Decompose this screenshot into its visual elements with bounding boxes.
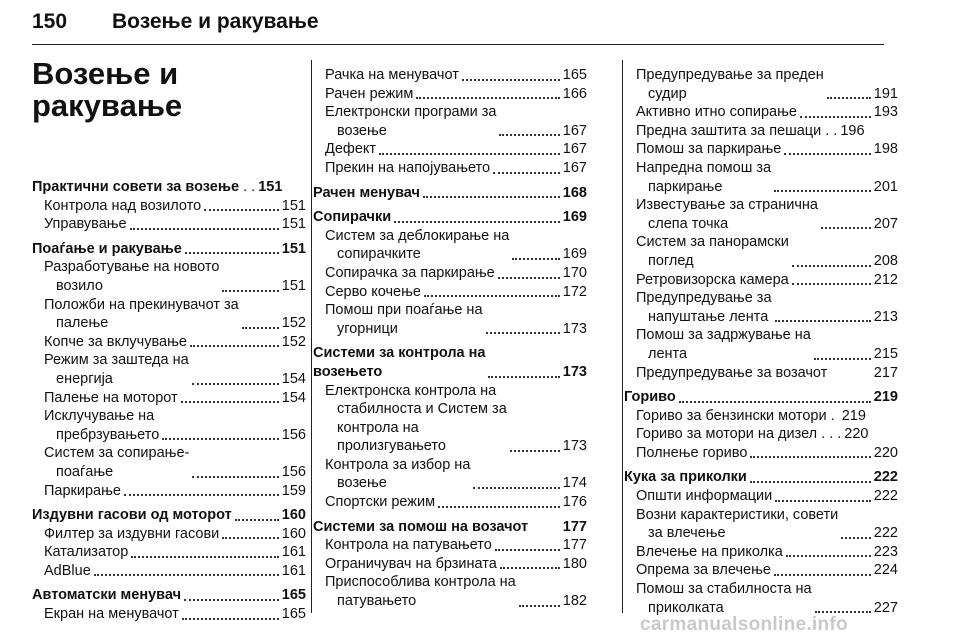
leader-dots	[493, 172, 560, 174]
leader-dots: . .	[821, 122, 838, 139]
toc-entry[interactable]	[313, 573, 587, 610]
toc-entry-title: Гориво за бензински мотори	[636, 407, 827, 424]
toc-entry-title: Гориво за мотори на дизел	[636, 426, 818, 443]
toc-entry[interactable]	[32, 543, 306, 562]
toc-page-number: 219	[841, 407, 866, 424]
toc-section-entry[interactable]	[313, 208, 587, 227]
toc-page-number: 151	[281, 197, 306, 214]
leader-dots	[94, 574, 279, 576]
toc-entry-title: Влечење на приколка	[636, 543, 783, 560]
leader-dots	[815, 611, 871, 613]
leader-dots	[190, 345, 279, 347]
toc-entry-title: Системи за контрола на	[313, 345, 486, 362]
toc-page-number: 172	[562, 283, 587, 300]
toc-entry[interactable]	[32, 197, 306, 216]
toc-entry[interactable]	[624, 103, 898, 122]
leader-dots	[438, 506, 560, 508]
toc-entry-title: Паркирање	[44, 482, 121, 499]
toc-entry[interactable]	[313, 264, 587, 283]
leader-dots	[841, 537, 871, 539]
toc-page-number: 168	[562, 184, 587, 201]
toc-page-number: 177	[562, 518, 587, 535]
toc-page-number: 165	[281, 606, 306, 623]
toc-entry-title: Возни карактеристики, совети	[636, 506, 839, 523]
toc-entry-title: Предупредување за	[636, 290, 772, 307]
toc-entry-title: Рачка на менувачот	[325, 67, 459, 83]
leader-dots	[750, 481, 871, 483]
toc-entry-title: Напредна помош за	[636, 159, 772, 176]
toc-page-number: 223	[873, 543, 898, 560]
toc-entry[interactable]	[624, 506, 898, 543]
toc-entry-title-cont: возило	[56, 277, 103, 294]
toc-page-number: 159	[281, 482, 306, 499]
toc-entry[interactable]	[313, 140, 587, 159]
toc-entry-title: Ретровизорска камера	[636, 271, 789, 288]
toc-entry-title: AdBlue	[44, 562, 91, 579]
toc-page-number: 220	[873, 444, 898, 461]
leader-dots	[488, 376, 559, 378]
toc-entry[interactable]	[32, 296, 306, 333]
leader-dots	[192, 383, 279, 385]
toc-entry-title: Исклучување на	[44, 408, 155, 425]
toc-page-number: 227	[873, 599, 898, 616]
toc-entry-title-cont: паркирање	[648, 178, 723, 195]
leader-dots	[774, 190, 871, 192]
toc-entry-title: Практични совети за возење	[32, 179, 240, 195]
toc-entry-title: Помош за паркирање	[636, 141, 782, 158]
toc-entry-title-cont: судир	[648, 85, 687, 102]
toc-page-number: 222	[873, 488, 898, 505]
toc-entry-title-cont: поаѓање	[56, 463, 114, 480]
toc-entry-title: Контрола над возилото	[44, 197, 202, 214]
page-number: 150	[32, 10, 68, 33]
toc-entry[interactable]	[32, 258, 306, 295]
toc-section-entry[interactable]	[32, 240, 306, 259]
toc-column-2	[313, 66, 587, 611]
toc-section-entry[interactable]	[313, 518, 587, 537]
toc-entry-title: Електронски програми за	[325, 104, 497, 121]
toc-entry-title: Поаѓање и ракување	[32, 240, 182, 257]
leader-dots	[775, 320, 871, 322]
toc-page-number: 180	[562, 555, 587, 572]
toc-entry-title: Разработување на новото	[44, 259, 220, 276]
toc-page-number: 167	[562, 122, 587, 139]
column-divider	[622, 60, 623, 613]
toc-entry-title: Кука за приколки	[624, 469, 747, 486]
toc-entry[interactable]	[32, 605, 306, 624]
leader-dots: . .	[239, 179, 256, 195]
leader-dots	[750, 456, 870, 458]
toc-entry-title: Контрола за избор на	[325, 456, 471, 473]
leader-dots	[184, 599, 279, 601]
toc-entry-title: Систем за сопирање-	[44, 445, 190, 462]
leader-dots	[786, 555, 871, 557]
toc-entry-title: Серво кочење	[325, 283, 421, 300]
toc-entry[interactable]	[624, 580, 898, 617]
leader-dots	[181, 401, 279, 403]
toc-entry-title: Дефект	[325, 141, 377, 158]
toc-page-number: 174	[562, 475, 587, 492]
toc-entry[interactable]	[624, 407, 898, 426]
toc-entry-title: Сопирачка за паркирање	[325, 264, 495, 281]
toc-entry[interactable]	[313, 555, 587, 574]
leader-dots	[162, 438, 279, 440]
toc-entry[interactable]	[32, 407, 306, 444]
toc-page-number: 154	[281, 370, 306, 387]
toc-page-number: 217	[873, 364, 898, 381]
toc-page-number: 160	[281, 525, 306, 542]
toc-entry[interactable]	[32, 525, 306, 544]
toc-entry-title: Електронска контрола на	[325, 382, 497, 399]
toc-page-number: 151	[258, 179, 283, 195]
toc-entry[interactable]	[624, 561, 898, 580]
toc-page-number: 160	[281, 507, 306, 524]
leader-dots	[222, 537, 279, 539]
toc-entry-title-cont: пребрзувањето	[56, 426, 160, 443]
toc-entry[interactable]	[313, 283, 587, 302]
toc-entry-title: Режим за заштеда на	[44, 352, 189, 369]
leader-dots	[416, 97, 559, 99]
leader-dots	[473, 487, 559, 489]
toc-entry[interactable]	[624, 444, 898, 463]
toc-entry[interactable]	[624, 543, 898, 562]
toc-page-number: 169	[562, 209, 587, 226]
toc-entry-title-cont: енергија	[56, 370, 113, 387]
toc-entry-title-cont: слепа точка	[648, 215, 729, 232]
toc-page-number: 220	[844, 426, 869, 443]
toc-entry-title-cont: патувањето	[337, 593, 417, 610]
toc-entry-title: Гориво	[624, 389, 676, 406]
toc-section-entry[interactable]	[32, 178, 306, 197]
leader-dots	[499, 134, 559, 136]
toc-entry-title: Спортски режим	[325, 494, 436, 511]
toc-entry-title-cont: возењето	[313, 363, 383, 380]
toc-page-number: 196	[840, 122, 865, 139]
toc-page-number: 156	[281, 463, 306, 480]
toc-entry-title-cont: напуштање лента	[648, 308, 769, 325]
toc-entry-title: Предна заштита за пешаци	[636, 122, 822, 139]
toc-entry-title-cont: лента	[648, 345, 688, 362]
toc-page-number: 166	[562, 85, 587, 102]
leader-dots	[500, 567, 560, 569]
toc-page-number: 201	[873, 178, 898, 195]
toc-entry-title: Екран на менувачот	[44, 606, 179, 623]
toc-entry-title: Помош за стабилноста на	[636, 581, 812, 598]
toc-entry[interactable]	[32, 351, 306, 388]
toc-page-number: 154	[281, 389, 306, 406]
toc-entry-title: Опрема за влечење	[636, 562, 771, 579]
toc-page-number: 176	[562, 494, 587, 511]
toc-page-number: 165	[281, 587, 306, 604]
leader-dots	[792, 265, 871, 267]
leader-dots	[182, 618, 279, 620]
leader-dots	[423, 196, 560, 198]
toc-entry-title: Помош за задржување на	[636, 327, 811, 344]
leader-dots	[486, 332, 560, 334]
toc-entry[interactable]	[624, 487, 898, 506]
toc-page-number: 219	[873, 389, 898, 406]
toc-entry-title: Катализатор	[44, 544, 129, 561]
leader-dots	[131, 556, 279, 558]
toc-page-number: 173	[562, 438, 587, 455]
toc-entry-title: Издувни гасови од моторот	[32, 507, 232, 524]
toc-entry-title-cont: сопирачките	[337, 246, 421, 263]
leader-dots	[242, 327, 279, 329]
toc-page-number: 170	[562, 264, 587, 281]
toc-entry-title: Контрола на патувањето	[325, 537, 492, 554]
toc-page-number: 151	[281, 216, 306, 233]
toc-entry[interactable]	[624, 425, 898, 444]
toc-page-number: 213	[873, 308, 898, 325]
toc-entry-title: Филтер за издувни гасови	[44, 525, 220, 542]
toc-page-number: 173	[562, 363, 587, 380]
toc-entry-title-cont: палење	[56, 315, 109, 332]
toc-section-entry[interactable]	[624, 388, 898, 407]
toc-entry[interactable]	[32, 562, 306, 581]
toc-column-3	[624, 66, 898, 617]
toc-entry[interactable]	[624, 196, 898, 233]
column-divider	[311, 60, 312, 613]
toc-page-number: 177	[562, 537, 587, 554]
leader-dots	[204, 209, 279, 211]
toc-entry[interactable]	[624, 271, 898, 290]
toc-entry[interactable]	[313, 85, 587, 104]
toc-page-number: 167	[562, 141, 587, 158]
toc-page-number: 215	[873, 345, 898, 362]
toc-entry-title: Систем за панорамски	[636, 234, 789, 251]
toc-entry-title-cont: поглед	[648, 252, 694, 269]
toc-page-number: 224	[873, 562, 898, 579]
toc-page-number: 152	[281, 315, 306, 332]
toc-page-number: 151	[281, 277, 306, 294]
toc-entry-title: Управување	[44, 216, 127, 233]
toc-entry-title: Предупредување за возачот	[636, 364, 828, 381]
leader-dots	[821, 227, 871, 229]
toc-entry-title-cont: возење	[337, 122, 387, 139]
toc-page-number: 151	[281, 240, 306, 257]
toc-entry[interactable]	[624, 364, 898, 383]
leader-dots: . . .	[817, 426, 842, 443]
toc-entry-title: Приспособлива контрола на	[325, 574, 516, 591]
toc-page-number: 182	[562, 593, 587, 610]
leader-dots	[814, 358, 871, 360]
toc-entry-title: Предупредување за преден	[636, 67, 824, 83]
toc-section-entry[interactable]	[313, 184, 587, 203]
leader-dots	[424, 295, 560, 297]
leader-dots	[185, 252, 279, 254]
toc-entry[interactable]	[32, 444, 306, 481]
toc-entry[interactable]	[624, 66, 898, 103]
running-head: Возење и ракување	[112, 10, 319, 33]
leader-dots	[394, 221, 560, 223]
toc-entry[interactable]	[313, 493, 587, 512]
toc-entry-title-cont: приколката	[648, 599, 724, 616]
leader-dots	[130, 228, 279, 230]
watermark: carmanualsonline.info	[640, 614, 848, 635]
toc-entry[interactable]	[313, 382, 587, 456]
toc-entry[interactable]	[313, 159, 587, 178]
toc-entry-title-cont: возење	[337, 475, 387, 492]
toc-section-entry[interactable]	[624, 468, 898, 487]
leader-dots	[775, 500, 871, 502]
leader-dots	[679, 401, 871, 403]
leader-dots	[774, 574, 871, 576]
toc-page-number: 222	[873, 525, 898, 542]
toc-entry-title: Автоматски менувач	[32, 587, 182, 604]
leader-dots	[510, 450, 560, 452]
toc-entry-title: Прекин на напојувањето	[325, 159, 491, 176]
toc-section-entry[interactable]	[313, 344, 587, 381]
leader-dots	[792, 283, 871, 285]
toc-page-number: 161	[281, 544, 306, 561]
leader-dots	[222, 290, 278, 292]
toc-entry[interactable]	[624, 140, 898, 159]
toc-page-number: 193	[873, 104, 898, 121]
toc-entry-title: Сопирачки	[313, 209, 392, 226]
leader-dots	[784, 153, 870, 155]
toc-entry[interactable]	[32, 215, 306, 234]
toc-entry-title: Рачен менувач	[313, 184, 420, 201]
leader-dots	[192, 476, 278, 478]
toc-entry[interactable]	[624, 289, 898, 326]
toc-entry-title: Систем за деблокирање на	[325, 227, 510, 244]
toc-entry[interactable]	[32, 389, 306, 408]
toc-page-number: 191	[873, 85, 898, 102]
page-header	[32, 8, 884, 45]
leader-dots	[800, 116, 871, 118]
toc-page-number: 222	[873, 469, 898, 486]
toc-page-number: 161	[281, 562, 306, 579]
toc-entry[interactable]	[624, 159, 898, 196]
toc-page-number: 207	[873, 215, 898, 232]
toc-section-entry[interactable]	[32, 506, 306, 525]
toc-entry-title: Известување за странична	[636, 197, 818, 214]
toc-entry[interactable]	[32, 482, 306, 501]
leader-dots	[462, 79, 560, 81]
toc-column-1	[32, 172, 306, 624]
leader-dots	[379, 153, 560, 155]
toc-entry-title: Положби на прекинувачот за	[44, 296, 239, 313]
leader-dots	[495, 549, 560, 551]
toc-entry[interactable]	[313, 227, 587, 264]
toc-entry-title: Помош при поаѓање на	[325, 302, 483, 319]
toc-entry-title: Копче за вклучување	[44, 333, 187, 350]
toc-entry-title-cont: угорници	[337, 320, 398, 337]
toc-entry-title: Системи за помош на возачот	[313, 518, 529, 535]
toc-entry[interactable]	[624, 326, 898, 363]
toc-entry-title: Полнење гориво	[636, 444, 748, 461]
toc-entry[interactable]	[32, 333, 306, 352]
toc-page-number: 169	[562, 246, 587, 263]
toc-page-number: 173	[562, 320, 587, 337]
leader-dots	[235, 519, 279, 521]
toc-page-number: 152	[281, 333, 306, 350]
leader-dots	[827, 97, 871, 99]
toc-page-number: 165	[562, 67, 587, 83]
leader-dots	[519, 605, 560, 607]
toc-entry[interactable]	[313, 536, 587, 555]
leader-dots: .	[826, 407, 839, 424]
toc-entry[interactable]	[624, 122, 898, 141]
toc-entry[interactable]	[313, 456, 587, 493]
toc-entry-title: Ограничувач на брзината	[325, 555, 497, 572]
toc-section-entry[interactable]	[32, 586, 306, 605]
leader-dots	[498, 277, 560, 279]
toc-entry-title: Активно итно сопирање	[636, 104, 797, 121]
toc-entry-title-cont: за влечење	[648, 525, 726, 542]
toc-entry[interactable]	[313, 66, 587, 85]
toc-entry[interactable]	[313, 301, 587, 338]
toc-page-number: 156	[281, 426, 306, 443]
leader-dots	[124, 494, 279, 496]
toc-page-number: 198	[873, 141, 898, 158]
toc-page-number: 167	[562, 159, 587, 176]
toc-page-number: 208	[873, 252, 898, 269]
toc-entry-title: Рачен режим	[325, 85, 414, 102]
toc-entry-title-cont: стабилноста и Систем за контрола на пролизгувањето	[337, 401, 507, 455]
toc-entry[interactable]	[624, 233, 898, 270]
toc-entry-title: Палење на моторот	[44, 389, 178, 406]
chapter-title: Возење и ракување	[32, 56, 183, 123]
toc-entry[interactable]	[313, 103, 587, 140]
toc-entry-title: Општи информации	[636, 488, 773, 505]
leader-dots	[512, 258, 559, 260]
toc-page-number: 212	[873, 271, 898, 288]
